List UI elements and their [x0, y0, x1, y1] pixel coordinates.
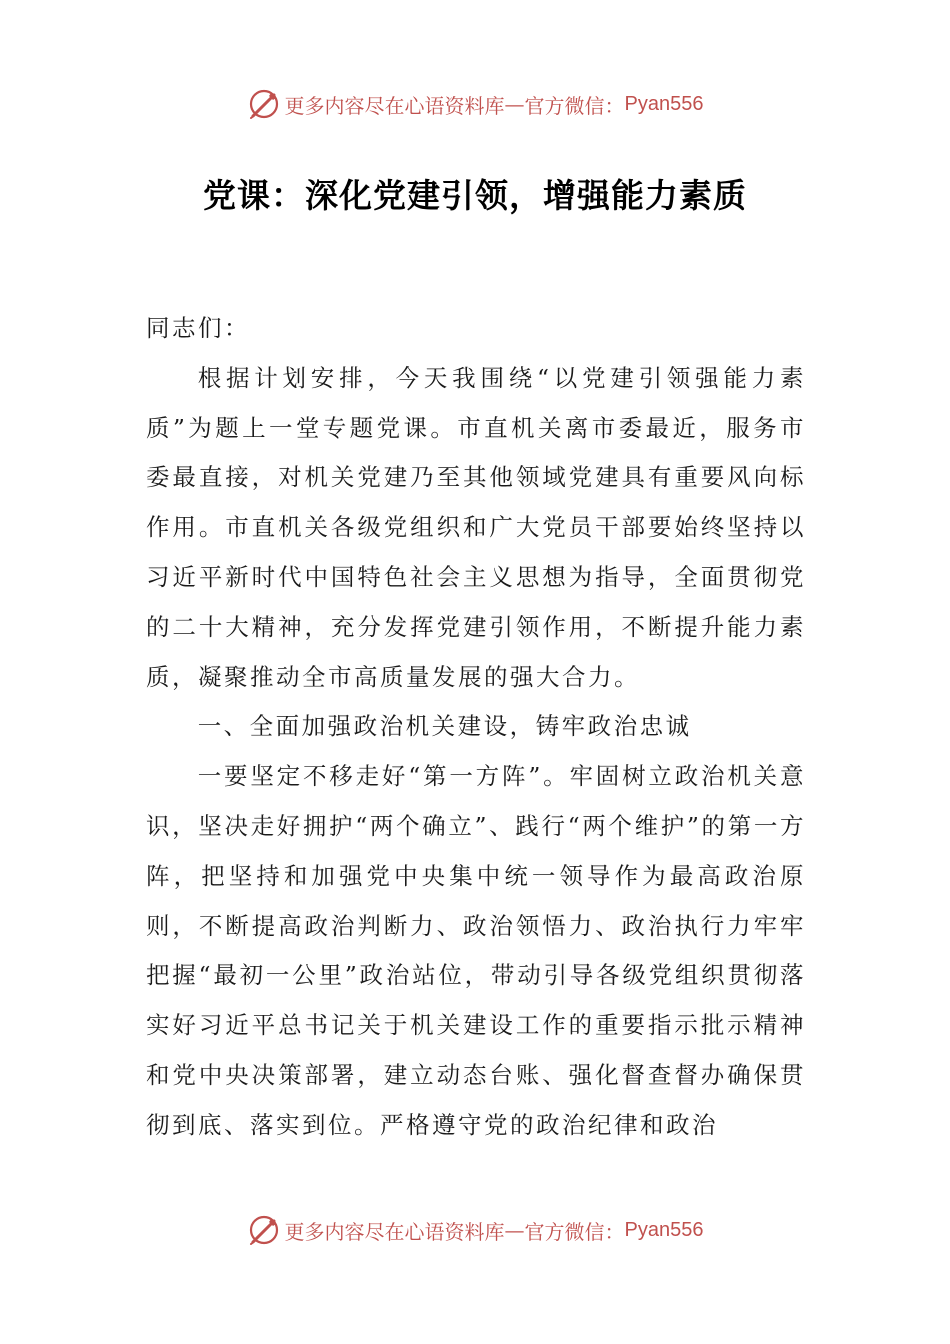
header-banner [0, 84, 950, 124]
pen-logo-icon [247, 1213, 281, 1247]
banner-wechat-label: 官方微信： [524, 93, 625, 118]
banner-wechat-label: 官方微信： [524, 1219, 625, 1244]
banner-wechat-id: Pyan556 [624, 92, 704, 115]
document-title: 党课：深化党建引领，增强能力素质 [203, 176, 747, 215]
banner-dash: — [504, 92, 525, 116]
banner-text: 更多内容尽在心语资料库 [284, 1219, 505, 1244]
document-body [146, 304, 806, 1151]
paragraph-intro: 根据计划安排，今天我围绕“以党建引领强能力素质”为题上一堂专题党课。市直机关离市委最近，服务市委最直接，对机关党建乃至其他领域党建具有重要风向标作用。市直机关各级党组织和广大党员干部要始终坚持以习近平新时代中国特色社会主义思想为指导，全面贯彻党的二十大精神，充分发挥党建引领作用，不断提升能力素质，凝聚推动全市高质量发展的强大合力。 [146, 363, 806, 691]
section-heading: 一、全面加强政治机关建设，铸牢政治忠诚 [197, 712, 692, 741]
banner-dash: — [504, 1218, 525, 1242]
salutation: 同志们： [146, 314, 250, 342]
paragraph-point-one: 一要坚定不移走好“第一方阵”。牢固树立政治机关意识，坚决走好拥护“两个确立”、践行“两个维护”的第一方阵，把坚持和加强党中央集中统一领导作为最高政治原则，不断提高政治判断力、政治领悟力、政治执行力牢牢把握“最初一公里”政治站位，带动引导各级党组织贯彻落实好习近平总书记关于机关建设工作的重要指示批示精神和党中央决策部署，建立动态台账、强化督查督办确保贯彻到底、落实到位。严格遵守党的政治纪律和政治 [146, 762, 806, 1139]
pen-logo-icon [247, 87, 281, 121]
footer-banner [0, 1210, 950, 1250]
banner-wechat-id: Pyan556 [624, 1218, 704, 1241]
banner-text: 更多内容尽在心语资料库 [284, 93, 505, 118]
